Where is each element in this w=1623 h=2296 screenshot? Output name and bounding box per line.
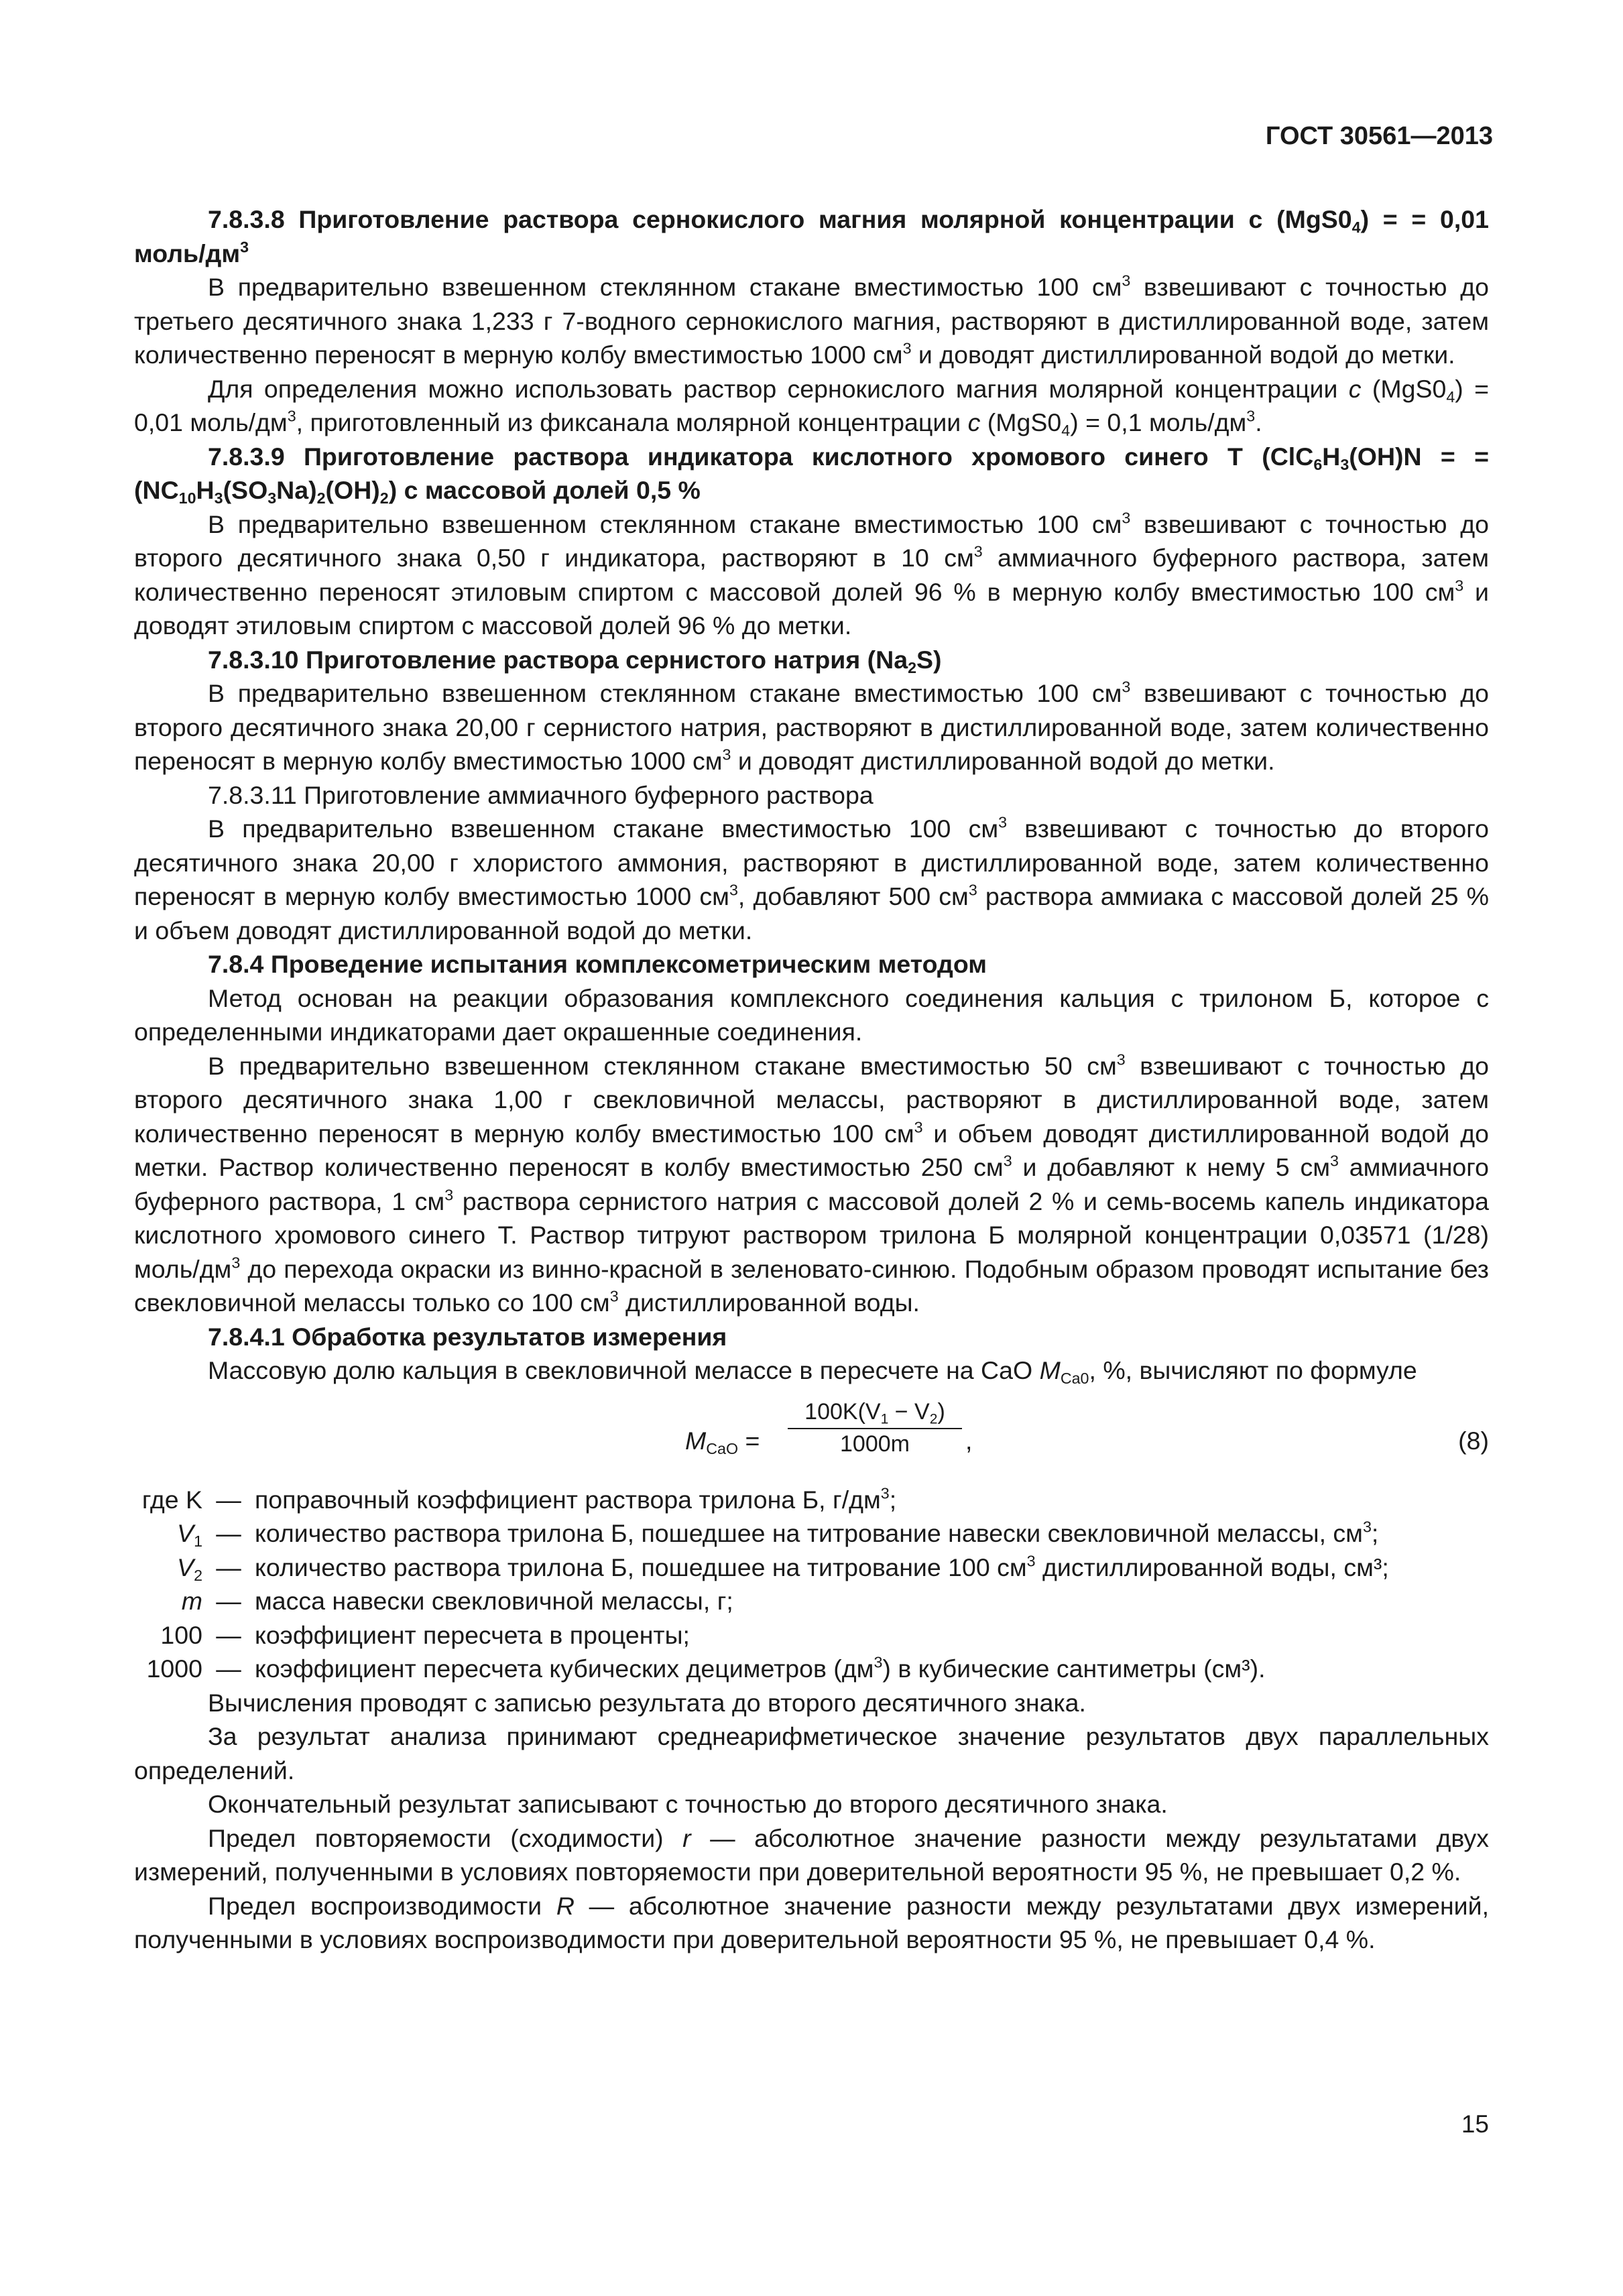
paragraph: Вычисления проводят с записью результата до второго десятичного знака. bbox=[208, 1688, 1086, 1717]
definition-item bbox=[134, 1516, 1489, 1551]
definition-item bbox=[134, 1483, 1489, 1517]
definition-symbol: $V_2$ bbox=[177, 1553, 202, 1584]
paragraph: В предварительно взвешенном стеклянном стакане вместимостью 100 $см^3$ взвешивают с точностью до второго десятичного знака 0,50 г индикатора, растворяют в 10 $см^3$ аммиачного буферного раствора, затем количественно переносят этиловым спиртом с массовой долей 96 % в мерную колбу вместимостью 100 $см^3$ и доводят этиловым спиртом с массовой долей 96 % до метки. bbox=[134, 509, 1489, 640]
page-number: 15 bbox=[1461, 2110, 1489, 2138]
section-title-78311: 7.8.3.11 Приготовление аммиачного буферного раствора bbox=[208, 780, 874, 809]
section-title-784: 7.8.4 Проведение испытания комплексометрическим методом bbox=[208, 950, 987, 978]
definition-item bbox=[134, 1551, 1489, 1585]
definition-item bbox=[134, 1584, 1489, 1618]
paragraph: В предварительно взвешенном стеклянном стакане вместимостью 100 $см^3$ взвешивают с точностью до третьего десятичного знака 1,233 г 7-водного сернокислого магния, растворяют в дистиллированной воде, затем количественно переносят в мерную колбу вместимостью 1000 $см^3$ и доводят дистиллированной водой до метки. bbox=[134, 271, 1489, 369]
variable-definitions bbox=[134, 1483, 1489, 1686]
definition-symbol: $V_1$ bbox=[177, 1519, 202, 1550]
definition-dash: — bbox=[216, 1620, 241, 1649]
definition-dash: — bbox=[216, 1553, 241, 1581]
formula-lhs: $M_{CaO}$ = bbox=[685, 1426, 760, 1457]
paragraph: Предел повторяемости (сходимости) r — абсолютное значение разности между результатами двух измерений, полученными в условиях повторяемости при доверительной вероятности 95 %, не превышает 0,2 %. bbox=[134, 1823, 1489, 1886]
definition-dash: — bbox=[216, 1654, 241, 1683]
paragraph: Для определения можно использовать раствор сернокислого магния молярной концентрации c $(MgS0_4) = 0,01$ моль/$дм^3$, приготовленный из фиксанала молярной концентрации c $(MgS0_4) = 0,1$ моль/$дм^3$. bbox=[134, 374, 1490, 439]
paragraph: В предварительно взвешенном стакане вместимостью 100 $см^3$ взвешивают с точностью до второго десятичного знака 20,00 г хлористого аммония, растворяют в дистиллированной воде, затем количественно переносят в мерную колбу вместимостью 1000 $см^3$, добавляют 500 $см^3$ раствора аммиака с массовой долей 25 % и объем доводят дистиллированной водой до метки. bbox=[134, 813, 1490, 945]
definition-dash: — bbox=[216, 1485, 241, 1514]
definition-text: количество раствора трилона Б, пошедшее на титрование 100 $см^3$ дистиллированной воды, см³; bbox=[255, 1552, 1389, 1581]
formula-fraction bbox=[788, 1397, 962, 1459]
document-header: ГОСТ 30561—2013 bbox=[1265, 122, 1493, 150]
formula-denominator: 1000m bbox=[840, 1431, 910, 1457]
definition-symbol: 100 bbox=[160, 1620, 202, 1649]
definition-item bbox=[134, 1652, 1489, 1686]
definition-dash: — bbox=[216, 1519, 241, 1547]
section-title-7841: 7.8.4.1 Обработка результатов измерения bbox=[208, 1322, 727, 1351]
paragraph: В предварительно взвешенном стеклянном стакане вместимостью 50 $см^3$ взвешивают с точностью до второго десятичного знака 1,00 г свекловичной мелассы, растворяют в дистиллированной воде, затем количественно переносят в мерную колбу вместимостью 100 $см^3$ и объем доводят дистиллированной водой до метки. Раствор количественно переносят в колбу вместимостью 250 $см^3$ и добавляют к нему 5 $см^3$ аммиачного буферного раствора, 1 $см^3$ раствора сернистого натрия с массовой долей 2 % и семь-восемь капель индикатора кислотного хромового синего Т. Раствор титруют раствором трилона Б молярной концентрации 0,03571 (1/28) моль/$дм^3$ до перехода окраски из винно-красной в зеленовато-синюю. Подобным образом проводят испытание без свекловичной мелассы только со 100 $см^3$ дистиллированной воды. bbox=[134, 1050, 1489, 1317]
definition-text: коэффициент пересчета кубических дециметров $(дм^3)$ в кубические сантиметры (см³). bbox=[255, 1653, 1266, 1683]
definition-symbol: m bbox=[181, 1587, 202, 1615]
section-title-7838: 7.8.3.8 Приготовление раствора сернокислого магния молярной концентрации с $(MgS0_4)$ = = 0,01 моль/$дм^3$ bbox=[134, 205, 1490, 267]
definition-text: коэффициент пересчета в проценты; bbox=[255, 1620, 690, 1649]
definition-text: масса навески свекловичной мелассы, г; bbox=[255, 1587, 733, 1615]
paragraph: В предварительно взвешенном стеклянном стакане вместимостью 100 $см^3$ взвешивают с точностью до второго десятичного знака 20,00 г сернистого натрия, растворяют в дистиллированной воде, затем количественно переносят в мерную колбу вместимостью 1000 $см^3$ и доводят дистиллированной водой до метки. bbox=[134, 678, 1489, 775]
definition-item bbox=[134, 1618, 1489, 1652]
formula-8 bbox=[134, 1397, 1489, 1477]
definition-text: поправочный коэффициент раствора трилона Б, $г/дм^3$; bbox=[255, 1484, 897, 1514]
paragraph: Предел воспроизводимости R — абсолютное значение разности между результатами двух измерений, полученными в условиях воспроизводимости при доверительной вероятности 95 %, не превышает 0,4 %. bbox=[134, 1891, 1489, 1953]
document-body bbox=[134, 202, 1489, 1957]
formula-numerator: $100K(V_1 - V_2)$ bbox=[788, 1397, 962, 1429]
definition-dash: — bbox=[216, 1587, 241, 1615]
formula-comma: , bbox=[965, 1426, 973, 1455]
section-title-7839: 7.8.3.9 Приготовление раствора индикатора кислотного хромового синего Т ($ClC_6H_3(OH)N$ = = $(NC_{10}H_3(SO_3Na)_2(OH)_2)$ с массовой долей 0,5 % bbox=[134, 442, 1489, 507]
definition-symbol: 1000 bbox=[146, 1654, 202, 1683]
definition-text: количество раствора трилона Б, пошедшее на титрование навески свекловичной мелассы, $см^3$; bbox=[255, 1518, 1379, 1547]
formula-number: (8) bbox=[1458, 1426, 1489, 1455]
section-title-78310: 7.8.3.10 Приготовление раствора сернистого натрия $(Na_2S)$ bbox=[208, 645, 942, 676]
paragraph: Метод основан на реакции образования комплексного соединения кальция с трилоном Б, которое с определенными индикаторами дает окрашенные соединения. bbox=[134, 983, 1489, 1046]
paragraph: Массовую долю кальция в свекловичной мелассе в пересчете на CaO $M_{Ca0}$, %, вычисляют по формуле bbox=[208, 1356, 1417, 1387]
paragraph: Окончательный результат записывают с точностью до второго десятичного знака. bbox=[208, 1790, 1168, 1818]
paragraph: За результат анализа принимают среднеарифметическое значение результатов двух параллельных определений. bbox=[134, 1722, 1489, 1785]
definition-symbol: где K bbox=[141, 1485, 202, 1514]
